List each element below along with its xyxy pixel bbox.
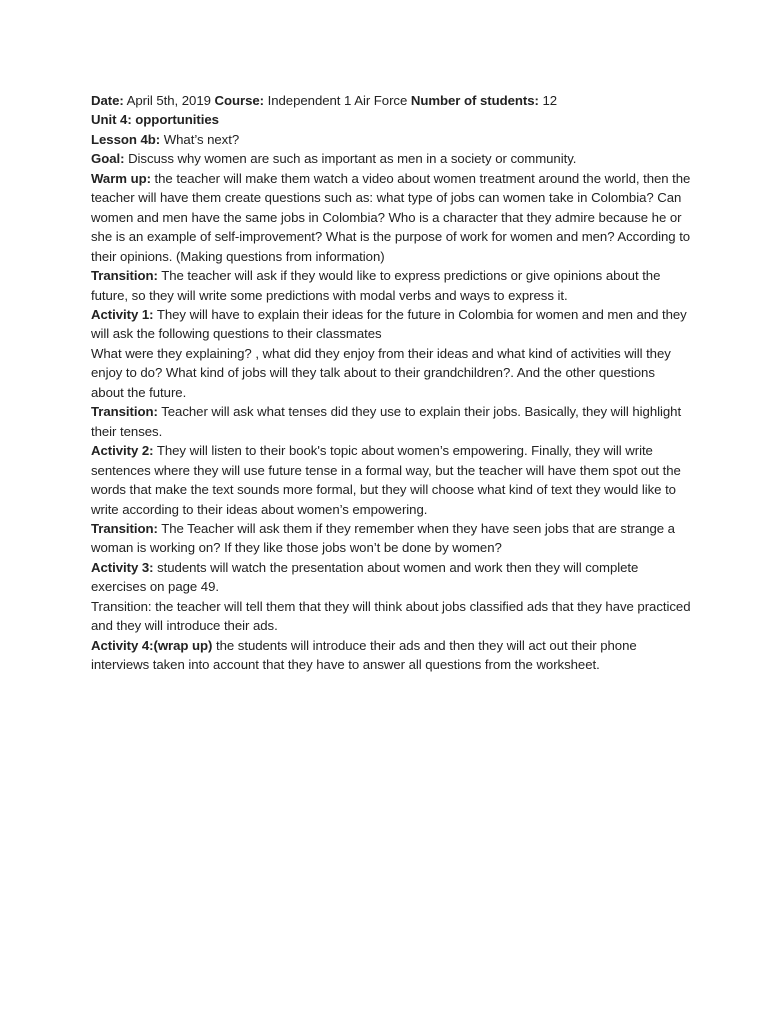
activity-2-label: Activity 2: bbox=[91, 443, 154, 459]
activity-1-questions: What were they explaining? , what did they enjoy from their ideas and what kind of activities will they enjoy to do? What kind of jobs will they talk about to their grandchildren?. And the other questions about the future. bbox=[91, 345, 671, 400]
transition-1-text: The teacher will ask if they would like to express predictions or give opinions about the future, so they will write some predictions with modal verbs and ways to express it. bbox=[91, 268, 661, 303]
goal-label: Goal: bbox=[91, 151, 125, 167]
warm-up-text: the teacher will make them watch a video about women treatment around the world, then the teacher will have them create questions such as: what type of jobs can women take in Colombia? Can women and men have the same jobs in Colombia? Who is a character that they admire because he or she is an example of self-improvement? What is the purpose of work for women and men? According to their opinions. (Making questions from information) bbox=[91, 170, 691, 264]
goal-text: Discuss why women are such as important as men in a society or community. bbox=[124, 151, 577, 167]
activity-4-label: Activity 4:(wrap up) bbox=[91, 637, 213, 653]
goal-paragraph bbox=[91, 149, 691, 168]
lesson-plan-document bbox=[91, 91, 691, 675]
lesson-label: Lesson 4b: bbox=[91, 131, 161, 147]
transition-1-paragraph bbox=[91, 266, 691, 305]
course-label: Course: bbox=[214, 93, 265, 108]
transition-2-label: Transition: bbox=[91, 404, 158, 420]
course-value: Independent 1 Air Force bbox=[264, 93, 411, 108]
unit-label: Unit 4: bbox=[91, 112, 132, 128]
transition-4-paragraph: Transition: the teacher will tell them that they will think about jobs classified ads that they have practiced and they will introduce their ads. bbox=[91, 598, 691, 634]
warm-up-label: Warm up: bbox=[91, 170, 151, 186]
date-label: Date: bbox=[91, 93, 124, 108]
unit-value: opportunities bbox=[131, 112, 219, 128]
transition-2-text: Teacher will ask what tenses did they use to explain their jobs. Basically, they will highlight their tenses. bbox=[91, 404, 682, 439]
unit-line bbox=[91, 110, 691, 129]
activity-3-paragraph bbox=[91, 558, 691, 597]
warm-up-paragraph bbox=[91, 169, 691, 266]
students-value: 12 bbox=[538, 93, 558, 108]
activity-3-label: Activity 3: bbox=[91, 559, 154, 575]
activity-4-text: the students will introduce their ads and then they will act out their phone interviews taken into account that they have to answer all questions from the worksheet. bbox=[91, 637, 637, 673]
transition-2-paragraph bbox=[91, 402, 691, 441]
activity-2-text: They will listen to their book's topic about women’s empowering. Finally, they will write sentences where they will use future tense in a formal way, but the teacher will have them spot out the words that make the text sounds more formal, but they will choose what kind of text they would like to write according to their ideas about women’s empowering. bbox=[91, 443, 681, 517]
activity-1-label: Activity 1: bbox=[91, 306, 154, 322]
activity-1-paragraph bbox=[91, 305, 691, 344]
transition-1-label: Transition: bbox=[91, 268, 158, 284]
activity-2-paragraph bbox=[91, 441, 691, 519]
students-label: Number of students: bbox=[410, 93, 539, 108]
activity-1-text: They will have to explain their ideas for the future in Colombia for women and men and they will ask the following questions to their classmates bbox=[91, 306, 687, 342]
activity-3-text: students will watch the presentation about women and work then they will complete exercises on page 49. bbox=[91, 559, 639, 595]
transition-3-text: The Teacher will ask them if they remember when they have seen jobs that are strange a woman is working on? If they like those jobs won’t be done by women? bbox=[91, 520, 675, 556]
transition-3-paragraph bbox=[91, 519, 691, 558]
date-value: April 5th, 2019 bbox=[123, 93, 215, 108]
lesson-value: What’s next? bbox=[160, 131, 240, 147]
activity-4-paragraph bbox=[91, 636, 691, 675]
lesson-line bbox=[91, 130, 691, 149]
header-line bbox=[91, 91, 691, 110]
transition-3-label: Transition: bbox=[91, 520, 158, 536]
